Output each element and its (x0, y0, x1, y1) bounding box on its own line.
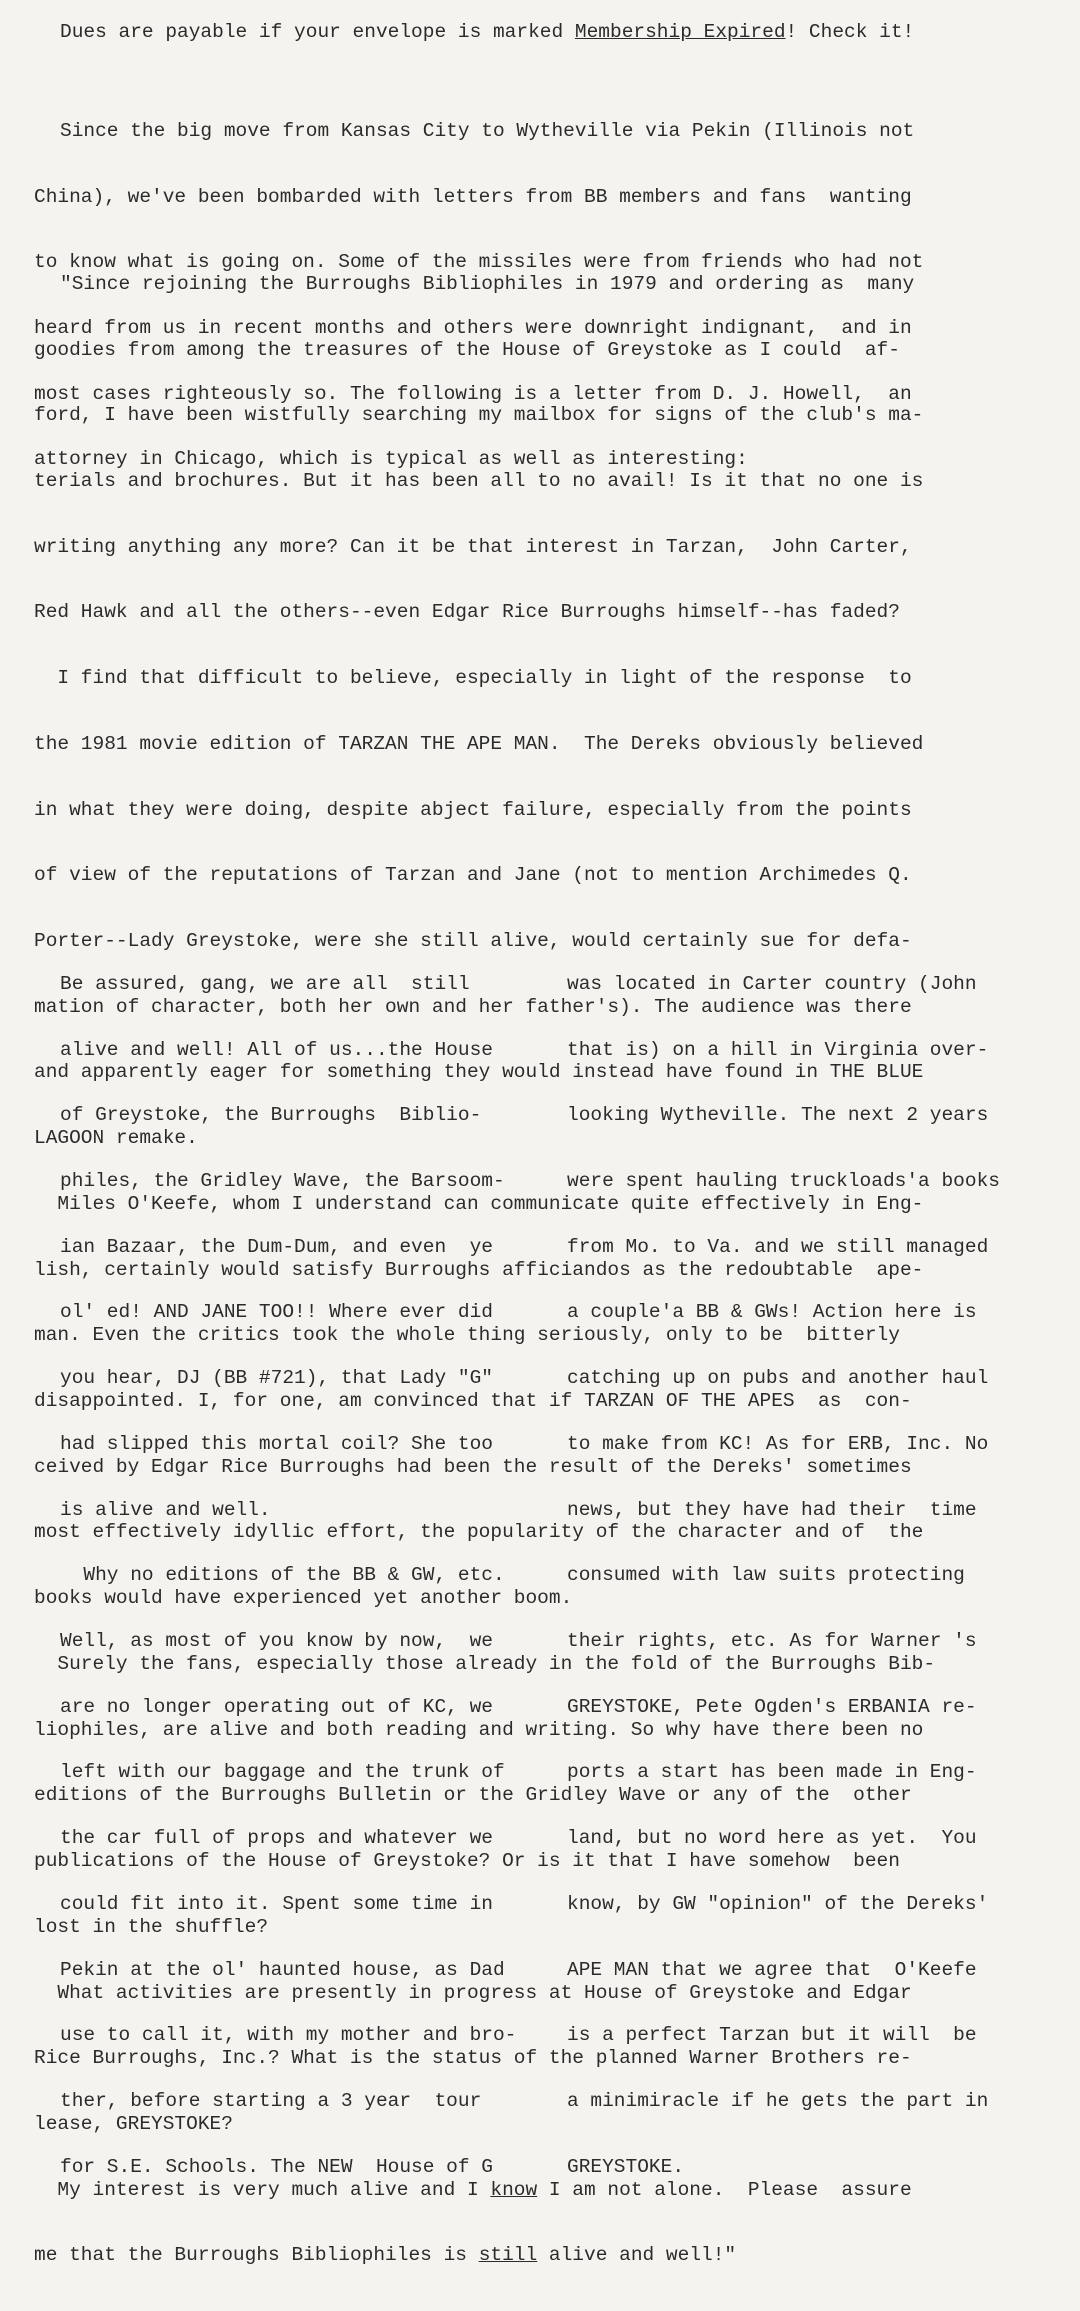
text-line: LAGOON remake. (34, 1127, 198, 1150)
text-line: heard from us in recent months and others were downright indignant, and in (34, 316, 912, 339)
text-line: disappointed. I, for one, am convinced that if TARZAN OF THE APES as con- (34, 1390, 912, 1413)
text-line: of Greystoke, the Burroughs Biblio- (60, 1104, 482, 1127)
text-line: ceived by Edgar Rice Burroughs had been the result of the Dereks' sometimes (34, 1455, 912, 1478)
text-line: could fit into it. Spent some time in (60, 1892, 493, 1915)
text-line: news, but they have had their time (567, 1498, 977, 1521)
text-line (34, 2245, 935, 2267)
text-span: alive and well!" (537, 2244, 737, 2267)
text-line: a couple'a BB & GWs! Action here is (567, 1301, 977, 1324)
text-line: man. Even the critics took the whole thing seriously, only to be bitterly (34, 1324, 900, 1347)
text-line: mation of character, both her own and her father's). The audience was there (34, 995, 912, 1018)
text-line: ports a start has been made in Eng- (567, 1761, 977, 1784)
text-line: are no longer operating out of KC, we (60, 1695, 493, 1718)
text-line: and apparently eager for something they would instead have found in THE BLUE (34, 1061, 924, 1084)
text-line: consumed with law suits protecting (567, 1564, 965, 1587)
text-line: was located in Carter country (John (567, 972, 977, 995)
text-line: Porter--Lady Greystoke, were she still alive, would certainly sue for defa- (34, 930, 912, 952)
text-line: alive and well! All of us...the House (60, 1038, 493, 1061)
text-line: left with our baggage and the trunk of (60, 1761, 505, 1784)
text-line: editions of the Burroughs Bulletin or the Gridley Wave or any of the other (34, 1784, 912, 1807)
membership-expired-text: Membership Expired (574, 21, 786, 43)
left-column (60, 930, 538, 2222)
text-line: to make from KC! As for ERB, Inc. No (567, 1432, 989, 1455)
text-line: Rice Burroughs, Inc.? What is the status of the planned Warner Brothers re- (34, 2047, 912, 2070)
text-line: lease, GREYSTOKE? (34, 2112, 233, 2135)
text-line: for S.E. Schools. The NEW House of G (60, 2155, 493, 2178)
text-line: ford, I have been wistfully searching my mailbox for signs of the club's ma- (34, 404, 924, 427)
text-line: that is) on a hill in Virginia over- (567, 1038, 989, 1061)
text-line: China), we've been bombarded with letters from BB members and fans wanting (34, 185, 912, 208)
text-line: ian Bazaar, the Dum-Dum, and even ye (60, 1235, 493, 1258)
text-span: My interest is very much alive and I (34, 2178, 491, 2201)
text-line: looking Wytheville. The next 2 years (567, 1104, 989, 1127)
dues-notice-end: ! Check it! (785, 21, 915, 43)
text-line: I find that difficult to believe, especially in light of the response to (34, 667, 912, 690)
text-line: is alive and well. (60, 1498, 271, 1521)
text-line: most effectively idyllic effort, the popularity of the character and of the (34, 1521, 924, 1544)
text-line: publications of the House of Greystoke? Or is it that I have somehow been (34, 1850, 900, 1873)
text-line: of view of the reputations of Tarzan and Jane (not to mention Archimedes Q. (34, 864, 912, 887)
text-line: ol' ed! AND JANE TOO!! Where ever did (60, 1301, 493, 1324)
text-span: I am not alone. Please assure (537, 2178, 912, 2201)
text-line: GREYSTOKE, Pete Ogden's ERBANIA re- (567, 1695, 977, 1718)
text-line: attorney in Chicago, which is typical as well as interesting: (34, 448, 748, 471)
text-line: Since the big move from Kansas City to Wytheville via Pekin (Illinois not (60, 119, 915, 142)
text-line: Red Hawk and all the others--even Edgar Rice Burroughs himself--has faded? (34, 601, 900, 624)
underlined-know: know (490, 2178, 538, 2201)
text-line: land, but no word here as yet. You (567, 1827, 977, 1850)
text-line: is a perfect Tarzan but it will be (567, 2024, 977, 2047)
text-line: the 1981 movie edition of TARZAN THE APE MAN. The Dereks obviously believed (34, 732, 924, 755)
text-line: the car full of props and whatever we (60, 1827, 493, 1850)
text-line: Why no editions of the BB & GW, etc. (60, 1564, 505, 1587)
text-line: catching up on pubs and another haul (567, 1367, 989, 1390)
text-line: from Mo. to Va. and we still managed (567, 1235, 989, 1258)
dues-notice-text: Dues are payable if your envelope is marked (60, 21, 575, 43)
text-line: books would have experienced yet another boom. (34, 1587, 573, 1610)
text-line: in what they were doing, despite abject failure, especially from the points (34, 798, 912, 821)
text-line: lost in the shuffle? (34, 1915, 269, 1938)
text-line: use to call it, with my mother and bro- (60, 2024, 517, 2047)
text-line: ther, before starting a 3 year tour (60, 2090, 482, 2113)
text-line: Miles O'Keefe, whom I understand can communicate quite effectively in Eng- (34, 1192, 924, 1215)
text-line: to know what is going on. Some of the missiles were from friends who had not (34, 251, 924, 274)
text-line: Surely the fans, especially those already in the fold of the Burroughs Bib- (34, 1652, 936, 1675)
text-line: were spent hauling truckloads'a books (567, 1169, 1000, 1192)
text-line: most cases righteously so. The following is a letter from D. J. Howell, an (34, 382, 912, 405)
text-line: goodies from among the treasures of the House of Greystoke as I could af- (34, 338, 900, 361)
text-line: What activities are presently in progress at House of Greystoke and Edgar (34, 1981, 912, 2004)
dues-notice (60, 22, 914, 44)
text-line: liophiles, are alive and both reading and writing. So why have there been no (34, 1718, 924, 1741)
text-line: GREYSTOKE. (567, 2155, 685, 2178)
right-column (567, 930, 1045, 2222)
text-line: Pekin at the ol' haunted house, as Dad (60, 1958, 505, 1981)
text-line: philes, the Gridley Wave, the Barsoom- (60, 1169, 505, 1192)
text-line: their rights, etc. As for Warner 's (567, 1630, 977, 1652)
text-line: APE MAN that we agree that O'Keefe (567, 1958, 977, 1981)
text-line: writing anything any more? Can it be that interest in Tarzan, John Carter, (34, 535, 912, 558)
text-line: lish, certainly would satisfy Burroughs afficiandos as the redoubtable ape- (34, 1258, 924, 1281)
text-line: had slipped this mortal coil? She too (60, 1432, 493, 1455)
text-line: "Since rejoining the Burroughs Bibliophiles in 1979 and ordering as many (60, 272, 915, 295)
text-line: know, by GW "opinion" of the Dereks' (567, 1892, 989, 1915)
text-line: terials and brochures. But it has been all to no avail! Is it that no one is (34, 469, 924, 492)
text-line: a minimiracle if he gets the part in (567, 2090, 989, 2113)
underlined-still: still (478, 2244, 538, 2267)
text-span: me that the Burroughs Bibliophiles is (34, 2244, 479, 2267)
text-line: Well, as most of you know by now, we (60, 1630, 493, 1652)
text-line: Be assured, gang, we are all still (60, 972, 470, 995)
text-line: you hear, DJ (BB #721), that Lady "G" (60, 1367, 493, 1390)
